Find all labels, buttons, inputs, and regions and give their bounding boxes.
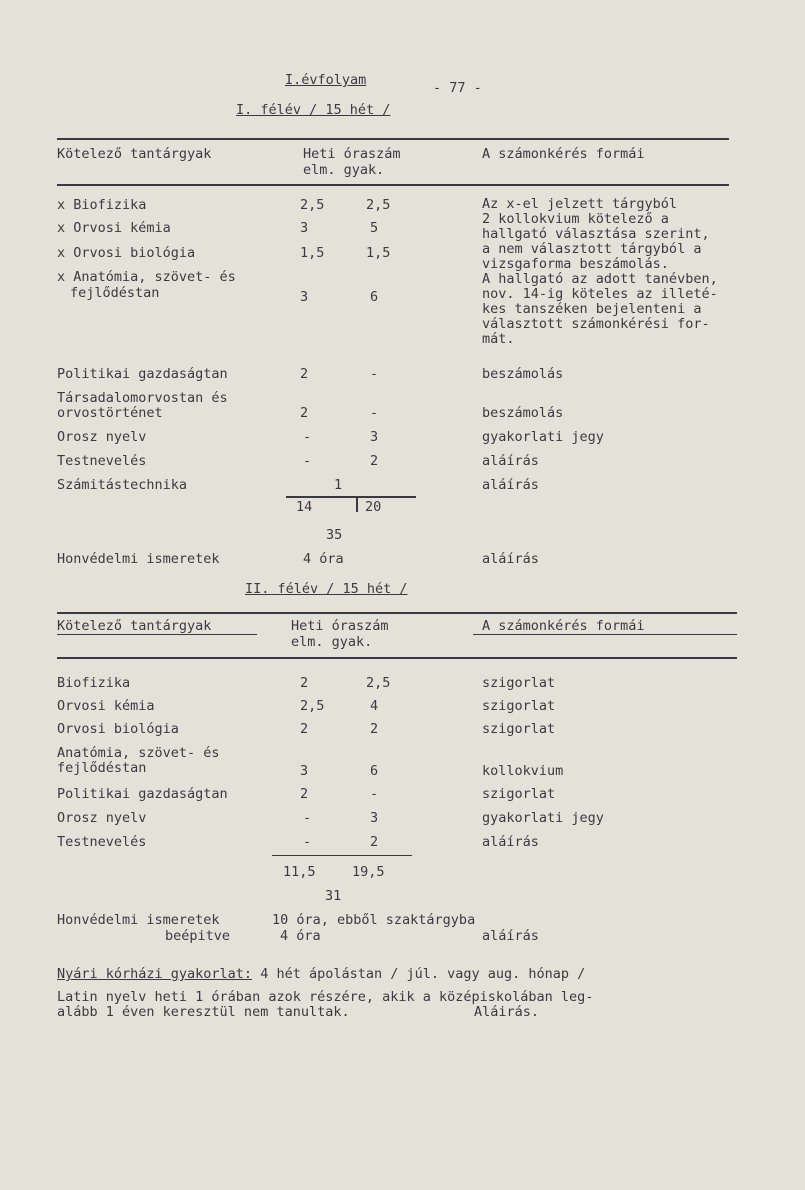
note-line: választott számonkérési for- bbox=[482, 316, 710, 332]
note-line: kes tanszéken bejelenteni a bbox=[482, 301, 702, 317]
table1-row-subject: x Orvosi biológia bbox=[57, 245, 196, 261]
table1-row-gyak: 5 bbox=[370, 220, 379, 236]
note-line: A hallgató az adott tanévben, bbox=[482, 271, 718, 287]
summer-practice-text: 4 hét ápolástan / júl. vagy aug. hónap / bbox=[252, 966, 586, 982]
table1-sum-elm: 14 bbox=[296, 499, 313, 515]
table1-row-elm: - bbox=[303, 429, 312, 445]
table1-row-subject: Társadalomorvostan és bbox=[57, 390, 228, 406]
table1-row-gyak: - bbox=[370, 366, 379, 382]
table2-honved-subject-cont: beépitve bbox=[165, 928, 231, 944]
table1-row-subject: x Anatómia, szövet- és bbox=[57, 269, 236, 285]
table1-row-elm: 3 bbox=[300, 220, 309, 236]
table1-row-subject: Testnevelés bbox=[57, 453, 147, 469]
table1-row-subject: x Orvosi kémia bbox=[57, 220, 171, 236]
table2-row-subject-cont: fejlődéstan bbox=[57, 760, 147, 776]
table2-col-hours-sub: elm. gyak. bbox=[291, 634, 373, 650]
summer-practice-label: Nyári kórházi gyakorlat: bbox=[57, 966, 253, 982]
table2-row-subject: Biofizika bbox=[57, 675, 131, 691]
table2-row-exam: szigorlat bbox=[482, 675, 556, 691]
table1-sum-rule bbox=[286, 496, 416, 498]
table2-row-gyak: 4 bbox=[370, 698, 379, 714]
table2-row-gyak: 3 bbox=[370, 810, 379, 826]
table2-honved-subject: Honvédelmi ismeretek bbox=[57, 912, 220, 928]
table1-row-elm: 1,5 bbox=[300, 245, 325, 261]
note-line: mát. bbox=[482, 331, 515, 347]
table2-honved-exam: aláírás bbox=[482, 928, 539, 944]
table2-subject-rule bbox=[57, 634, 257, 635]
note-line: a nem választott tárgyból a bbox=[482, 241, 702, 257]
table1-row-elm: 3 bbox=[300, 289, 309, 305]
table2-top-rule bbox=[57, 612, 737, 614]
table2-row-exam: szigorlat bbox=[482, 786, 556, 802]
table1-honved-exam: aláírás bbox=[482, 551, 539, 567]
table1-row-subject: x Biofizika bbox=[57, 197, 147, 213]
note-line: nov. 14-ig köteles az illeté- bbox=[482, 286, 718, 302]
table1-row-elm: 2,5 bbox=[300, 197, 325, 213]
semester1-heading: I. félév / 15 hét / bbox=[236, 102, 391, 118]
table2-row-subject: Orvosi biológia bbox=[57, 721, 179, 737]
table2-row-elm: 2,5 bbox=[300, 698, 325, 714]
table2-row-subject: Politikai gazdaságtan bbox=[57, 786, 228, 802]
table1-row-exam: aláírás bbox=[482, 477, 539, 493]
table2-total: 31 bbox=[325, 888, 342, 904]
table2-honved-hours: 10 óra, ebből szaktárgyba bbox=[272, 912, 476, 928]
table1-row-elm: - bbox=[303, 453, 312, 469]
semester2-heading: II. félév / 15 hét / bbox=[245, 581, 408, 597]
table2-row-gyak: 2,5 bbox=[366, 675, 391, 691]
table2-row-subject: Anatómia, szövet- és bbox=[57, 745, 220, 761]
note-line: hallgató választása szerint, bbox=[482, 226, 710, 242]
table1-sum-divider bbox=[356, 496, 358, 512]
table1-col-subject: Kötelező tantárgyak bbox=[57, 146, 212, 162]
table1-row-subject: Orosz nyelv bbox=[57, 429, 147, 445]
table1-row-subject: Politikai gazdaságtan bbox=[57, 366, 228, 382]
table2-row-exam: aláírás bbox=[482, 834, 539, 850]
table1-row-elm: 1 bbox=[334, 477, 343, 493]
table2-row-exam: szigorlat bbox=[482, 721, 556, 737]
latin-note-line2: alább 1 éven keresztül nem tanultak. bbox=[57, 1004, 350, 1020]
table2-sum-elm: 11,5 bbox=[283, 864, 316, 880]
latin-signature: Aláirás. bbox=[474, 1004, 540, 1020]
table2-col-subject: Kötelező tantárgyak bbox=[57, 618, 212, 634]
table2-row-gyak: 2 bbox=[370, 834, 379, 850]
table1-row-exam: beszámolás bbox=[482, 405, 564, 421]
table1-row-gyak: 2,5 bbox=[366, 197, 391, 213]
table2-honved-hours-cont: 4 óra bbox=[280, 928, 321, 944]
table2-col-exam: A számonkérés formái bbox=[482, 618, 645, 634]
note-line: 2 kollokvium kötelező a bbox=[482, 211, 669, 227]
table2-row-subject: Orvosi kémia bbox=[57, 698, 155, 714]
page-number: - 77 - bbox=[433, 80, 482, 96]
note-line: Az x-el jelzett tárgyból bbox=[482, 196, 678, 212]
table2-row-exam: gyakorlati jegy bbox=[482, 810, 604, 826]
table1-col-hours-sub: elm. gyak. bbox=[303, 162, 385, 178]
table1-row-gyak: 6 bbox=[370, 289, 379, 305]
table2-sum-gyak: 19,5 bbox=[352, 864, 385, 880]
table1-row-subject: Számitástechnika bbox=[57, 477, 188, 493]
table1-honved-hours: 4 óra bbox=[303, 551, 344, 567]
table2-sum-rule bbox=[272, 855, 412, 856]
table1-row-exam: gyakorlati jegy bbox=[482, 429, 604, 445]
table2-row-elm: 2 bbox=[300, 786, 309, 802]
table1-row-gyak: 1,5 bbox=[366, 245, 391, 261]
table1-row-exam: aláírás bbox=[482, 453, 539, 469]
table1-col-exam: A számonkérés formái bbox=[482, 146, 645, 162]
table1-row-exam: beszámolás bbox=[482, 366, 564, 382]
table2-row-elm: - bbox=[303, 834, 312, 850]
table2-row-elm: 3 bbox=[300, 763, 309, 779]
table2-row-gyak: 2 bbox=[370, 721, 379, 737]
table2-header-rule bbox=[57, 657, 737, 659]
table1-total: 35 bbox=[326, 527, 343, 543]
table1-row-gyak: 3 bbox=[370, 429, 379, 445]
table1-header-rule bbox=[57, 184, 729, 186]
table2-row-elm: 2 bbox=[300, 675, 309, 691]
table2-row-subject: Testnevelés bbox=[57, 834, 147, 850]
year-title: I.évfolyam bbox=[285, 72, 367, 88]
table1-honved-subject: Honvédelmi ismeretek bbox=[57, 551, 220, 567]
table2-row-elm: 2 bbox=[300, 721, 309, 737]
table2-row-gyak: 6 bbox=[370, 763, 379, 779]
note-line: vizsgaforma beszámolás. bbox=[482, 256, 669, 272]
summer-practice-line bbox=[57, 966, 585, 982]
table1-row-gyak: 2 bbox=[370, 453, 379, 469]
table1-top-rule bbox=[57, 138, 729, 140]
table1-row-gyak: - bbox=[370, 405, 379, 421]
table2-row-gyak: - bbox=[370, 786, 379, 802]
latin-note-line1: Latin nyelv heti 1 órában azok részére, akik a középiskolában leg- bbox=[57, 989, 594, 1005]
table2-exam-rule bbox=[473, 634, 737, 635]
table1-col-hours: Heti óraszám bbox=[303, 146, 401, 162]
table2-row-exam: szigorlat bbox=[482, 698, 556, 714]
table1-sum-gyak: 20 bbox=[365, 499, 382, 515]
table2-col-hours: Heti óraszám bbox=[291, 618, 389, 634]
table2-row-subject: Orosz nyelv bbox=[57, 810, 147, 826]
table2-row-exam: kollokvium bbox=[482, 763, 564, 779]
table1-row-elm: 2 bbox=[300, 405, 309, 421]
table2-row-elm: - bbox=[303, 810, 312, 826]
table1-row-subject-cont: orvostörténet bbox=[57, 405, 163, 421]
table1-row-elm: 2 bbox=[300, 366, 309, 382]
table1-row-subject-cont: fejlődéstan bbox=[70, 285, 160, 301]
